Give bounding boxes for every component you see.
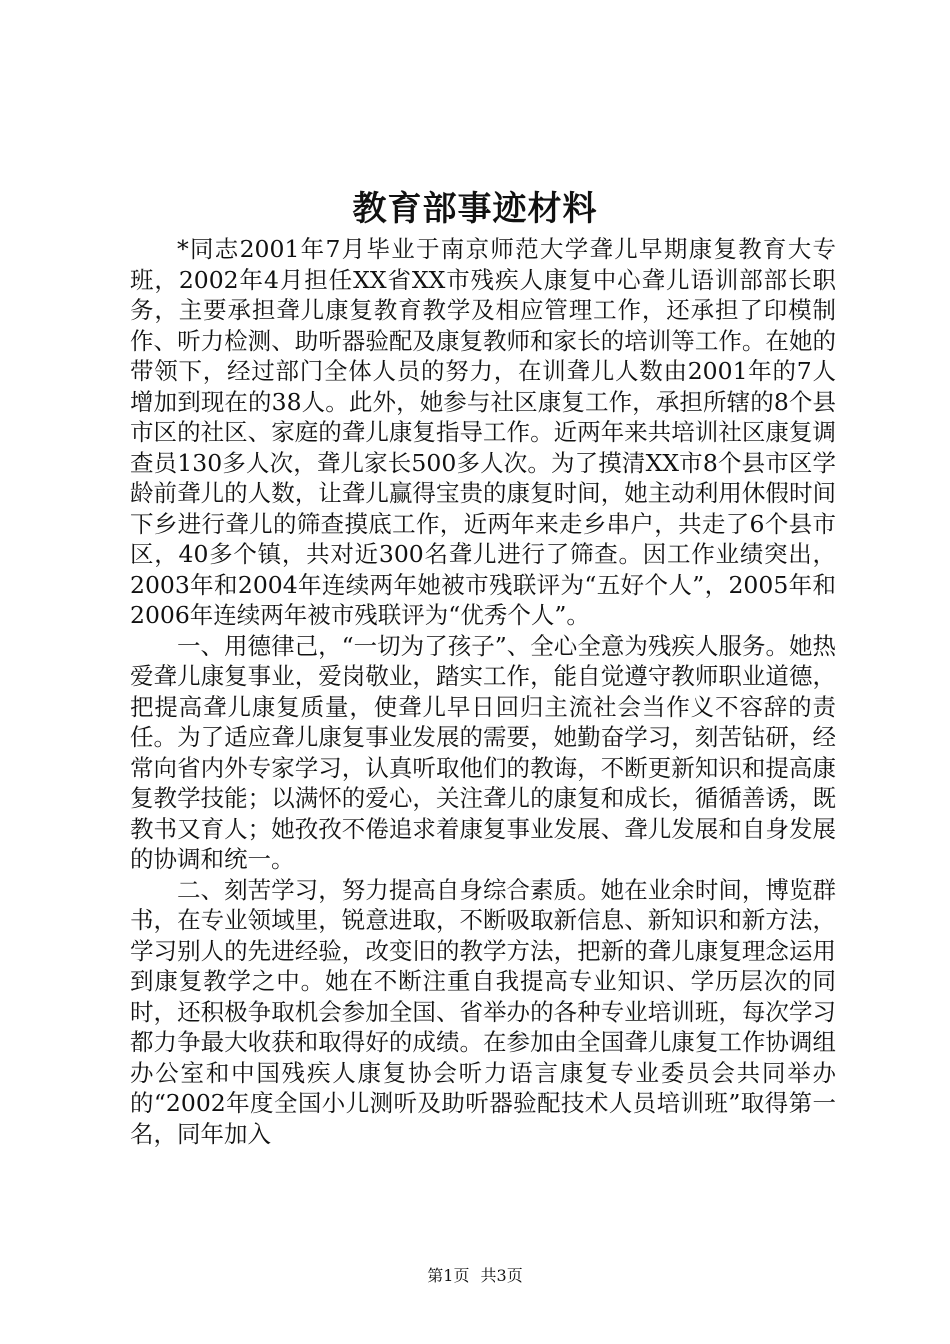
- page-footer: [0, 1265, 950, 1287]
- document-title: 教育部事迹材料: [352, 189, 598, 229]
- paragraph-section-two: 二、刻苦学习，努力提高自身综合素质。她在业余时间，博览群书，在专业领域里，锐意进取，不断吸取新信息、新知识和新方法，学习别人的先进经验，改变旧的教学方法，把新的聋儿康复理念运用到康复教学之中。她在不断注重自我提高专业知识、学历层次的同时，还积极争取机会参加全国、省举办的各种专业培训班，每次学习都力争最大收获和取得好的成绩。在参加由全国聋儿康复工作协调组办公室和中国残疾人康复协会听力语言康复专业委员会共同举办的“2002年度全国小儿测听及助听器验配技术人员培训班”取得第一名，同年加入: [130, 875, 836, 1148]
- page-total: 共3页: [480, 1266, 523, 1285]
- page-number: 第1页: [427, 1266, 470, 1285]
- document-body: [130, 234, 836, 1149]
- paragraph-section-one: 一、用德律己，“一切为了孩子”、全心全意为残疾人服务。她热爱聋儿康复事业，爱岗敬业，踏实工作，能自觉遵守教师职业道德，把提高聋儿康复质量，使聋儿早日回归主流社会当作义不容辞的责任。为了适应聋儿康复事业发展的需要，她勤奋学习，刻苦钻研，经常向省内外专家学习，认真听取他们的教诲，不断更新知识和提高康复教学技能；以满怀的爱心，关注聋儿的康复和成长，循循善诱，既教书又育人；她孜孜不倦追求着康复事业发展、聋儿发展和自身发展的协调和统一。: [130, 631, 836, 873]
- paragraph-intro: *同志2001年7月毕业于南京师范大学聋儿早期康复教育大专班，2002年4月担任XX省XX市残疾人康复中心聋儿语训部部长职务，主要承担聋儿康复教育教学及相应管理工作，还承担了印模制作、听力检测、助听器验配及康复教师和家长的培训等工作。在她的带领下，经过部门全体人员的努力，在训聋儿人数由2001年的7人增加到现在的38人。此外，她参与社区康复工作，承担所辖的8个县市区的社区、家庭的聋儿康复指导工作。近两年来共培训社区康复调查员130多人次，聋儿家长500多人次。为了摸清XX市8个县市区学龄前聋儿的人数，让聋儿赢得宝贵的康复时间，她主动利用休假时间下乡进行聋儿的筛查摸底工作，近两年来走乡串户，共走了6个县市区，40多个镇，共对近300名聋儿进行了筛查。因工作业绩突出，2003年和2004年连续两年她被市残联评为“五好个人”，2005年和2006年连续两年被市残联评为“优秀个人”。: [130, 235, 836, 629]
